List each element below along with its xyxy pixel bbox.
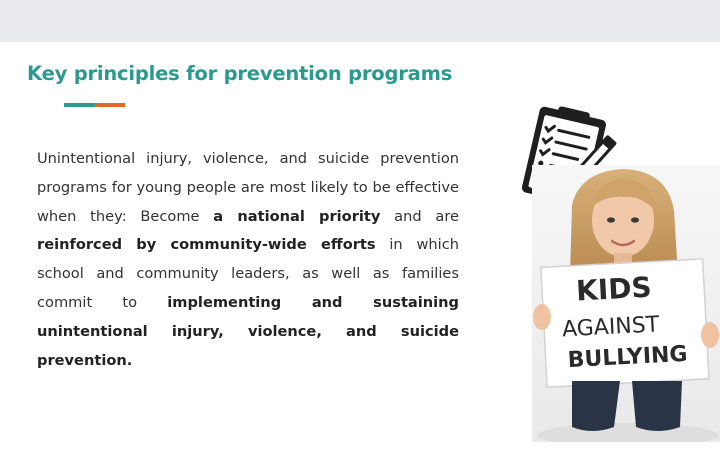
sign-text-bullying: BULLYING [567, 341, 689, 374]
header-band [0, 0, 720, 42]
body-paragraph [37, 145, 459, 375]
title-accent-orange [95, 103, 125, 107]
title-accent-teal [64, 103, 95, 107]
kids-against-bullying-photo [532, 165, 720, 442]
slide-title: Key principles for prevention programs [27, 62, 453, 85]
sign-text-kids: KIDS [575, 270, 653, 308]
sign-text-against: AGAINST [561, 312, 660, 343]
body-text-segment: and are [380, 207, 459, 225]
body-text-segment: Unintentional injury, violence, and suicide prevention programs for young people are most likely to be effective when they: Become [37, 150, 459, 225]
body-bold-community-efforts: reinforced by community-wide efforts [37, 236, 376, 254]
body-text-segment: in which school and community leaders, as well as families commit to [37, 236, 459, 311]
body-bold-implementing: implementing and sustaining unintentional injury, violence, and suicide prevention. [37, 293, 459, 369]
body-bold-national-priority: a national priority [213, 207, 381, 225]
